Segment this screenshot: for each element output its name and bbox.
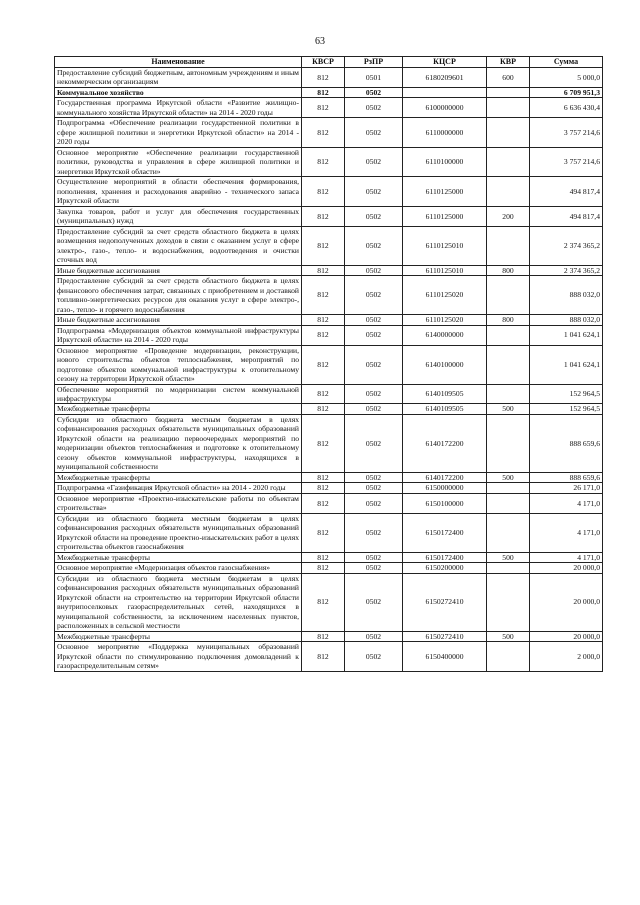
cell-name: Основное мероприятие «Поддержка муниципальных образований Иркутской области по стимулированию подключения домовладений к газораспределительным сетям»	[55, 642, 302, 671]
cell-kvsr: 812	[302, 493, 345, 513]
cell-name: Субсидии из областного бюджета местным бюджетам в целях софинансирования расходных обязательств муниципальных образований Иркутской области на проведение проектно-изыскательских работ в целях строительства объектов газоснабжения	[55, 513, 302, 552]
cell-kcsr: 6150000000	[403, 483, 487, 493]
cell-kcsr: 6150200000	[403, 563, 487, 573]
cell-kvsr: 812	[302, 414, 345, 472]
cell-kvsr: 812	[302, 177, 345, 206]
header-sum: Сумма	[530, 57, 603, 68]
cell-sum: 1 041 624,1	[530, 325, 603, 345]
cell-kcsr: 6110125020	[403, 315, 487, 325]
cell-rzpr: 0502	[345, 642, 403, 671]
cell-kcsr: 6150400000	[403, 642, 487, 671]
cell-rzpr: 0502	[345, 325, 403, 345]
cell-kvr: 200	[487, 206, 530, 226]
cell-rzpr: 0502	[345, 177, 403, 206]
cell-sum: 2 000,0	[530, 642, 603, 671]
cell-name: Предоставление субсидий за счет средств областного бюджета в целях финансового обеспечения затрат, связанных с приобретением и доставкой топливно-энергетических ресурсов для оказания услуг в сфере электро-, газо-, тепло- и горячего водоснабжения	[55, 276, 302, 315]
cell-kvr: 500	[487, 404, 530, 414]
cell-sum: 4 171,0	[530, 513, 603, 552]
table-row	[55, 68, 603, 88]
cell-rzpr: 0502	[345, 384, 403, 404]
cell-name: Осуществление мероприятий в области обеспечения формирования, пополнения, хранения и расходования аварийно - технического запаса Иркутской области	[55, 177, 302, 206]
cell-kvsr: 812	[302, 265, 345, 275]
cell-kvr	[487, 276, 530, 315]
cell-kcsr: 6150272410	[403, 631, 487, 641]
cell-kvr	[487, 325, 530, 345]
cell-kvsr: 812	[302, 226, 345, 265]
table-row	[55, 493, 603, 513]
cell-kvsr: 812	[302, 325, 345, 345]
cell-kcsr: 6110125020	[403, 276, 487, 315]
cell-sum: 20 000,0	[530, 573, 603, 631]
cell-kvsr: 812	[302, 118, 345, 147]
cell-sum: 26 171,0	[530, 483, 603, 493]
cell-sum: 888 032,0	[530, 276, 603, 315]
cell-kcsr: 6110125010	[403, 265, 487, 275]
cell-kcsr: 6110125000	[403, 177, 487, 206]
table-row	[55, 147, 603, 176]
cell-kcsr: 6140100000	[403, 345, 487, 384]
cell-kvsr: 812	[302, 315, 345, 325]
cell-kvsr: 812	[302, 68, 345, 88]
cell-rzpr: 0502	[345, 118, 403, 147]
table-row	[55, 325, 603, 345]
cell-rzpr: 0502	[345, 483, 403, 493]
cell-kvr: 600	[487, 68, 530, 88]
cell-name: Основное мероприятие «Проектно-изыскательские работы по объектам строительства»	[55, 493, 302, 513]
cell-sum: 494 817,4	[530, 206, 603, 226]
cell-rzpr: 0502	[345, 345, 403, 384]
cell-rzpr: 0502	[345, 513, 403, 552]
cell-kcsr: 6150100000	[403, 493, 487, 513]
cell-name: Подпрограмма «Модернизация объектов коммунальной инфраструктуры Иркутской области» на 2014 - 2020 годы	[55, 325, 302, 345]
cell-sum: 888 032,0	[530, 315, 603, 325]
cell-kvsr: 812	[302, 573, 345, 631]
cell-kvsr: 812	[302, 87, 345, 97]
table-row	[55, 573, 603, 631]
cell-name: Субсидии из областного бюджета местным бюджетам в целях софинансирования расходных обязательств муниципальных образований Иркутской области на строительство на территории Иркутской области внутрипоселковых газораспределительных сетей, находящихся в муниципальной собственности, за исключением населенных пунктов, расположенных в сельской местности	[55, 573, 302, 631]
cell-kvr	[487, 177, 530, 206]
table-row	[55, 552, 603, 562]
table-row	[55, 226, 603, 265]
page-number: 63	[315, 36, 325, 47]
table-row	[55, 177, 603, 206]
cell-name: Иные бюджетные ассигнования	[55, 315, 302, 325]
table-row	[55, 631, 603, 641]
cell-kvr	[487, 226, 530, 265]
cell-rzpr: 0502	[345, 493, 403, 513]
cell-kvr	[487, 98, 530, 118]
cell-kvr	[487, 414, 530, 472]
table-row	[55, 265, 603, 275]
table-header-row	[55, 57, 603, 68]
cell-kcsr: 6140172200	[403, 472, 487, 482]
cell-kcsr: 6140109505	[403, 384, 487, 404]
cell-name: Подпрограмма «Газификация Иркутской области» на 2014 - 2020 годы	[55, 483, 302, 493]
table-row	[55, 276, 603, 315]
cell-sum: 6 709 951,3	[530, 87, 603, 97]
cell-kvsr: 812	[302, 631, 345, 641]
cell-kvr	[487, 118, 530, 147]
table-row	[55, 642, 603, 671]
cell-sum: 494 817,4	[530, 177, 603, 206]
cell-name: Предоставление субсидий бюджетным, автономным учреждениям и иным некоммерческим организациям	[55, 68, 302, 88]
cell-kvsr: 812	[302, 276, 345, 315]
cell-kcsr: 6150172400	[403, 552, 487, 562]
cell-kvsr: 812	[302, 384, 345, 404]
cell-kvsr: 812	[302, 147, 345, 176]
cell-name: Предоставление субсидий за счет средств областного бюджета в целях возмещения недополученных доходов в связи с оказанием услуг в сфере электро-, газо-, тепло- и водоснабжения, водоотведения и очистки сточных вод	[55, 226, 302, 265]
cell-kcsr: 6140000000	[403, 325, 487, 345]
cell-kvr	[487, 493, 530, 513]
cell-kvr	[487, 483, 530, 493]
cell-rzpr: 0502	[345, 573, 403, 631]
cell-kcsr: 6150272410	[403, 573, 487, 631]
table-row	[55, 404, 603, 414]
table-row	[55, 472, 603, 482]
cell-kvr: 500	[487, 631, 530, 641]
cell-rzpr: 0502	[345, 414, 403, 472]
cell-sum: 888 659,6	[530, 472, 603, 482]
cell-kvsr: 812	[302, 513, 345, 552]
cell-kvr: 500	[487, 472, 530, 482]
cell-kvsr: 812	[302, 206, 345, 226]
cell-name: Основное мероприятие «Обеспечение реализации государственной политики, руководства и управления в сфере жилищной политики и энергетики Иркутской области»	[55, 147, 302, 176]
cell-name: Обеспечение мероприятий по модернизации систем коммунальной инфраструктуры	[55, 384, 302, 404]
cell-name: Государственная программа Иркутской области «Развитие жилищно-коммунального хозяйства Иркутской области» на 2014 - 2020 годы	[55, 98, 302, 118]
cell-name: Субсидии из областного бюджета местным бюджетам в целях софинансирования расходных обязательств муниципальных образований Иркутской области на реализацию первоочередных мероприятий по модернизации объектов теплоснабжения и подготовке к отопительному сезону объектов коммунальной инфраструктуры, находящихся в муниципальной собственности	[55, 414, 302, 472]
cell-kvr	[487, 573, 530, 631]
table-row	[55, 118, 603, 147]
table-row	[55, 87, 603, 97]
cell-rzpr: 0502	[345, 404, 403, 414]
cell-kvsr: 812	[302, 98, 345, 118]
table-row	[55, 98, 603, 118]
table-row	[55, 315, 603, 325]
cell-kcsr: 6100000000	[403, 98, 487, 118]
cell-kvr	[487, 513, 530, 552]
cell-kcsr: 6110125010	[403, 226, 487, 265]
cell-kcsr: 6110000000	[403, 118, 487, 147]
cell-sum: 888 659,6	[530, 414, 603, 472]
cell-name: Закупка товаров, работ и услуг для обеспечения государственных (муниципальных) нужд	[55, 206, 302, 226]
cell-kvsr: 812	[302, 552, 345, 562]
table-row	[55, 414, 603, 472]
table-row	[55, 513, 603, 552]
cell-rzpr: 0502	[345, 552, 403, 562]
cell-rzpr: 0502	[345, 631, 403, 641]
cell-name: Межбюджетные трансферты	[55, 631, 302, 641]
cell-kvsr: 812	[302, 642, 345, 671]
cell-kvsr: 812	[302, 345, 345, 384]
cell-rzpr: 0502	[345, 87, 403, 97]
cell-kvsr: 812	[302, 404, 345, 414]
cell-kvr: 800	[487, 265, 530, 275]
cell-kvr	[487, 147, 530, 176]
cell-kcsr: 6110100000	[403, 147, 487, 176]
cell-rzpr: 0501	[345, 68, 403, 88]
cell-kcsr: 6150172400	[403, 513, 487, 552]
cell-sum: 1 041 624,1	[530, 345, 603, 384]
cell-rzpr: 0502	[345, 315, 403, 325]
cell-kvr	[487, 563, 530, 573]
cell-name: Основное мероприятие «Модернизация объектов газоснабжения»	[55, 563, 302, 573]
cell-sum: 6 636 430,4	[530, 98, 603, 118]
cell-kvr: 500	[487, 552, 530, 562]
cell-kcsr	[403, 87, 487, 97]
cell-rzpr: 0502	[345, 206, 403, 226]
cell-name: Основное мероприятие «Проведение модернизации, реконструкции, нового строительства объектов теплоснабжения, мероприятий по подготовке объектов коммунальной инфраструктуры к отопительному сезону на территории Иркутской области»	[55, 345, 302, 384]
cell-kvr	[487, 384, 530, 404]
cell-rzpr: 0502	[345, 98, 403, 118]
cell-sum: 3 757 214,6	[530, 118, 603, 147]
cell-kcsr: 6140109505	[403, 404, 487, 414]
cell-rzpr: 0502	[345, 265, 403, 275]
cell-sum: 152 964,5	[530, 384, 603, 404]
cell-name: Коммунальное хозяйство	[55, 87, 302, 97]
cell-kcsr: 6110125000	[403, 206, 487, 226]
header-kvsr: КВСР	[302, 57, 345, 68]
cell-kvr	[487, 87, 530, 97]
cell-kvr	[487, 642, 530, 671]
header-name: Наименование	[55, 57, 302, 68]
cell-kcsr: 6140172200	[403, 414, 487, 472]
cell-kvr: 800	[487, 315, 530, 325]
table-row	[55, 345, 603, 384]
cell-kvr	[487, 345, 530, 384]
cell-sum: 20 000,0	[530, 631, 603, 641]
cell-rzpr: 0502	[345, 563, 403, 573]
budget-table	[54, 56, 603, 672]
cell-name: Межбюджетные трансферты	[55, 404, 302, 414]
cell-rzpr: 0502	[345, 472, 403, 482]
header-kcsr: КЦСР	[403, 57, 487, 68]
cell-sum: 5 000,0	[530, 68, 603, 88]
cell-name: Межбюджетные трансферты	[55, 472, 302, 482]
cell-sum: 4 171,0	[530, 552, 603, 562]
cell-rzpr: 0502	[345, 226, 403, 265]
cell-rzpr: 0502	[345, 276, 403, 315]
cell-name: Подпрограмма «Обеспечение реализации государственной политики в сфере жилищной политики и энергетики Иркутской области» на 2014 - 2020 годы	[55, 118, 302, 147]
cell-sum: 4 171,0	[530, 493, 603, 513]
header-kvr: КВР	[487, 57, 530, 68]
cell-kvsr: 812	[302, 483, 345, 493]
cell-sum: 3 757 214,6	[530, 147, 603, 176]
cell-kvsr: 812	[302, 563, 345, 573]
table-row	[55, 563, 603, 573]
cell-sum: 2 374 365,2	[530, 265, 603, 275]
table-row	[55, 483, 603, 493]
cell-name: Межбюджетные трансферты	[55, 552, 302, 562]
table-row	[55, 206, 603, 226]
header-rzpr: РзПР	[345, 57, 403, 68]
cell-rzpr: 0502	[345, 147, 403, 176]
cell-sum: 20 000,0	[530, 563, 603, 573]
cell-kvsr: 812	[302, 472, 345, 482]
cell-kcsr: 6180209601	[403, 68, 487, 88]
cell-sum: 2 374 365,2	[530, 226, 603, 265]
cell-sum: 152 964,5	[530, 404, 603, 414]
cell-name: Иные бюджетные ассигнования	[55, 265, 302, 275]
table-row	[55, 384, 603, 404]
